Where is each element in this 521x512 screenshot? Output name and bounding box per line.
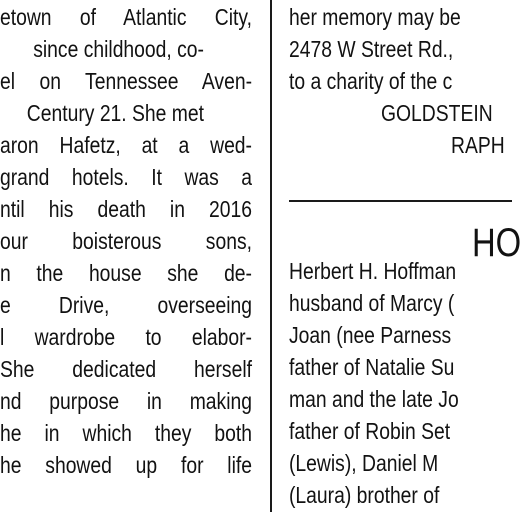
obituary-line: (Lewis), Daniel M [289,450,439,476]
right-line: to a charity of the c [289,68,453,94]
left-line: She dedicated herself [0,356,252,382]
obituary-line: husband of Marcy ( [289,290,455,316]
left-line: our boisterous sons, [0,228,252,254]
obituary-line: man and the late Jo [289,386,459,412]
right-line: 2478 W Street Rd., [289,36,454,62]
obituary-heading: HO [472,221,521,265]
left-line: el on Tennessee Aven- [0,68,252,94]
signature-line: RAPH [451,132,505,158]
left-line: he showed up for life [0,452,252,478]
left-column [0,0,252,512]
column-divider [270,0,272,512]
left-line: n the house she de- [0,260,252,286]
obituary-line: Joan (nee Parness [289,322,452,348]
section-divider [289,200,512,202]
obituary-line: father of Robin Set [289,418,451,444]
left-line: etown of Atlantic City, [0,4,252,30]
left-line: aron Hafetz, at a wed- [0,132,252,158]
obituary-line: Herbert H. Hoffman [289,258,457,284]
left-line: l wardrobe to elabor- [0,324,252,350]
left-line: nd purpose in making [0,388,252,414]
obituary-line: (Laura) brother of [289,482,440,508]
left-line: Century 21. She met [26,100,204,126]
left-line: he in which they both [0,420,252,446]
obituary-line: father of Natalie Su [289,354,455,380]
left-line: ntil his death in 2016 [0,196,252,222]
left-line: since childhood, co- [33,36,204,62]
right-line: her memory may be [289,4,461,30]
signature-line: GOLDSTEIN [381,100,493,126]
left-line: e Drive, overseeing [0,292,252,318]
left-line: grand hotels. It was a [0,164,252,190]
